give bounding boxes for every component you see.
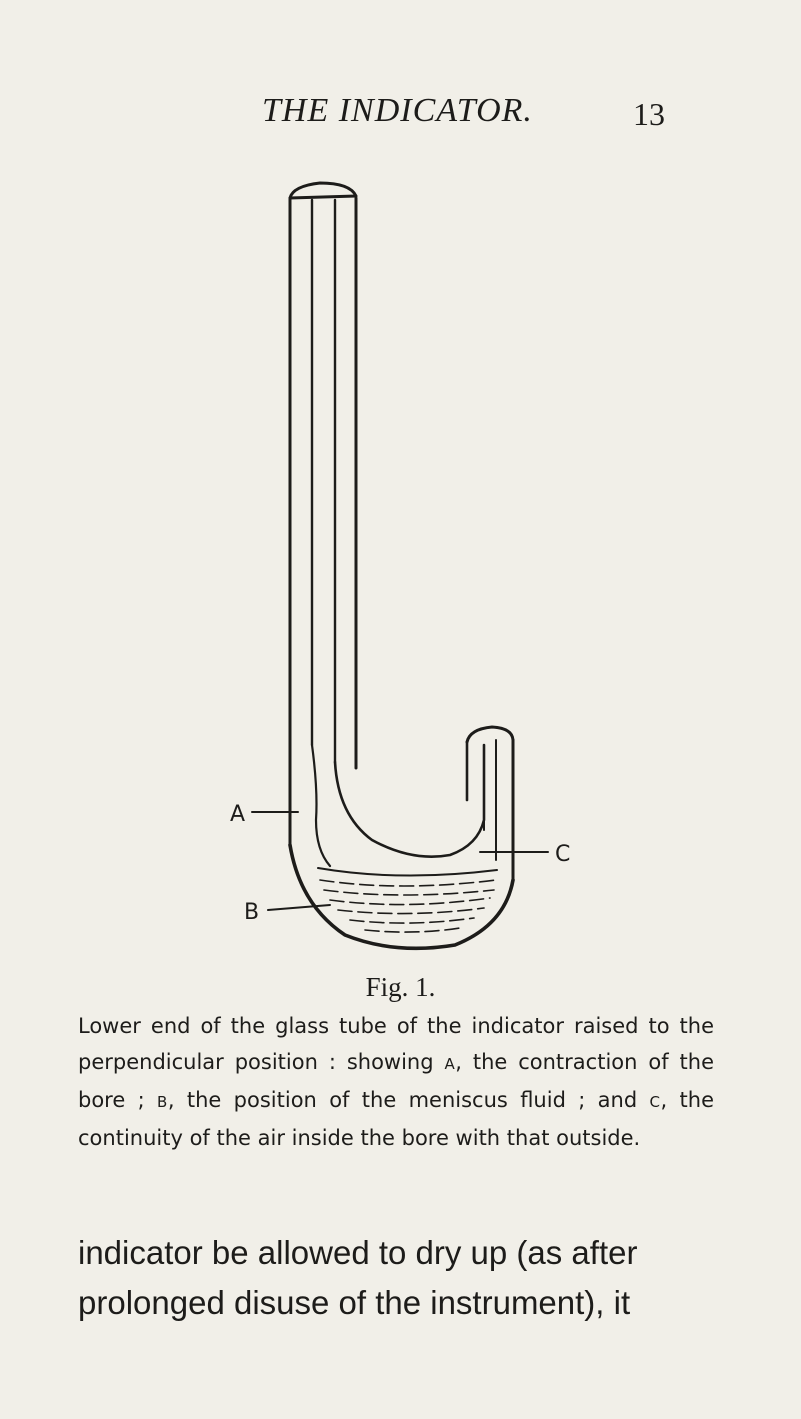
bore-contraction [312,745,330,866]
caption-text-1: Lower end of the glass tube of the indicator raised to the perpendicular position : showing [78,1014,714,1074]
caption-ref-b: B [157,1093,168,1111]
tube-outer-bottom [290,845,513,948]
figure-caption [78,1008,714,1156]
tube-top-cap [290,183,356,198]
body-paragraph [78,1228,718,1328]
caption-text-2: , the contraction of the bore ; [78,1050,714,1112]
body-line-1: indicator be allowed to dry up (as after [78,1234,638,1271]
caption-text-4: , the continuity of the air inside the bore with that outside. [78,1088,714,1150]
meniscus-top [318,868,497,876]
caption-text-3: , the position of the meniscus fluid ; and [167,1088,650,1112]
running-head: THE INDICATOR. [262,92,533,129]
caption-ref-a: A [444,1055,456,1073]
label-c: C [555,842,571,867]
leader-b [268,905,330,910]
caption-ref-c: C [649,1093,661,1111]
meniscus-fluid [320,880,496,932]
label-a: A [230,802,246,827]
short-limb-cap [467,727,513,742]
label-b: B [244,900,260,925]
body-line-2: prolonged disuse of the instrument), it [78,1284,631,1321]
figure-label: Fig. 1. [365,972,436,1002]
page-number: 13 [633,96,665,132]
